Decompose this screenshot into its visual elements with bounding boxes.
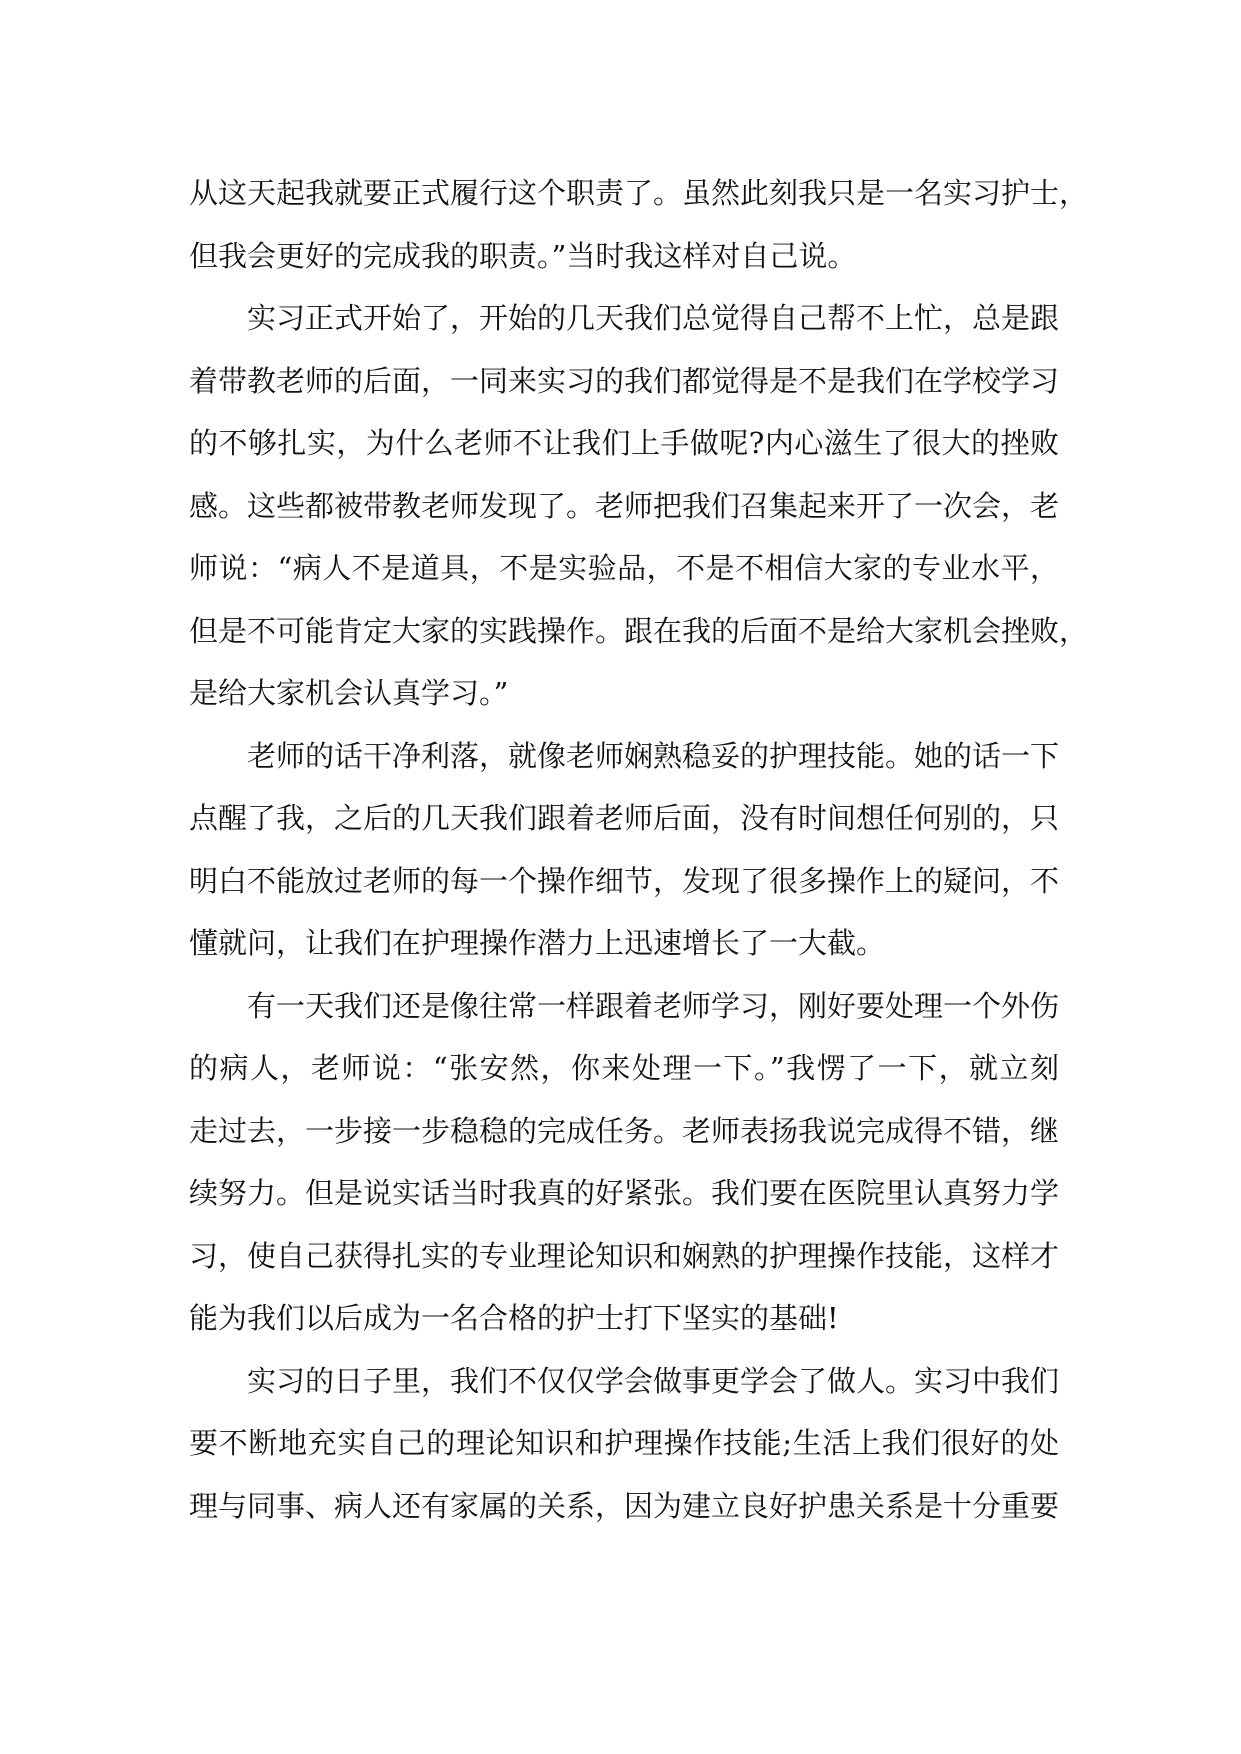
text-line: 理与同事、病人还有家属的关系，因为建立良好护患关系是十分重要 (189, 1488, 1060, 1523)
text-line: 习，使自己获得扎实的专业理论知识和娴熟的护理操作技能，这样才 (189, 1238, 1060, 1273)
text-line: 明白不能放过老师的每一个操作细节，发现了很多操作上的疑问，不 (189, 863, 1060, 898)
text-line: 但是不可能肯定大家的实践操作。跟在我的后面不是给大家机会挫败， (189, 613, 1089, 648)
text-line: 走过去，一步接一步稳稳的完成任务。老师表扬我说完成得不错，继 (189, 1113, 1060, 1148)
text-line: 的病人，老师说：“张安然，你来处理一下。”我愣了一下，就立刻 (189, 1051, 1059, 1085)
text-line: 续努力。但是说实话当时我真的好紧张。我们要在医院里认真努力学 (189, 1176, 1060, 1210)
text-line: 点醒了我，之后的几天我们跟着老师后面，没有时间想任何别的，只 (189, 801, 1060, 835)
text-line: 师说：“病人不是道具，不是实验品，不是不相信大家的专业水平， (189, 551, 1059, 585)
text-line: 的不够扎实，为什么老师不让我们上手做呢?内心滋生了很大的挫败 (189, 426, 1059, 460)
text-line: 着带教老师的后面，一同来实习的我们都觉得是不是我们在学校学习 (189, 363, 1060, 398)
text-line: 懂就问，让我们在护理操作潜力上迅速增长了一大截。 (189, 926, 886, 960)
text-line: 要不断地充实自己的理论知识和护理操作技能;生活上我们很好的处 (189, 1426, 1059, 1460)
body-text (189, 162, 1089, 1537)
text-line: 能为我们以后成为一名合格的护士打下坚实的基础! (189, 1301, 839, 1335)
text-line: 实习正式开始了，开始的几天我们总觉得自己帮不上忙，总是跟 (247, 301, 1060, 335)
text-line: 实习的日子里，我们不仅仅学会做事更学会了做人。实习中我们 (247, 1363, 1060, 1398)
text-line: 感。这些都被带教老师发现了。老师把我们召集起来开了一次会，老 (189, 488, 1060, 523)
paragraph-4 (189, 975, 1059, 1350)
text-line: 但我会更好的完成我的职责。”当时我这样对自己说。 (189, 238, 857, 273)
text-line: 是给大家机会认真学习。” (189, 676, 509, 710)
paragraph-5 (189, 1350, 1059, 1538)
text-line: 老师的话干净利落，就像老师娴熟稳妥的护理技能。她的话一下 (247, 738, 1060, 773)
text-line: 从这天起我就要正式履行这个职责了。虽然此刻我只是一名实习护士， (189, 176, 1089, 210)
paragraph-3 (189, 725, 1059, 975)
paragraph-2 (189, 287, 1089, 725)
text-line: 有一天我们还是像往常一样跟着老师学习，刚好要处理一个外伤 (247, 988, 1060, 1023)
paragraph-1 (189, 162, 1089, 287)
